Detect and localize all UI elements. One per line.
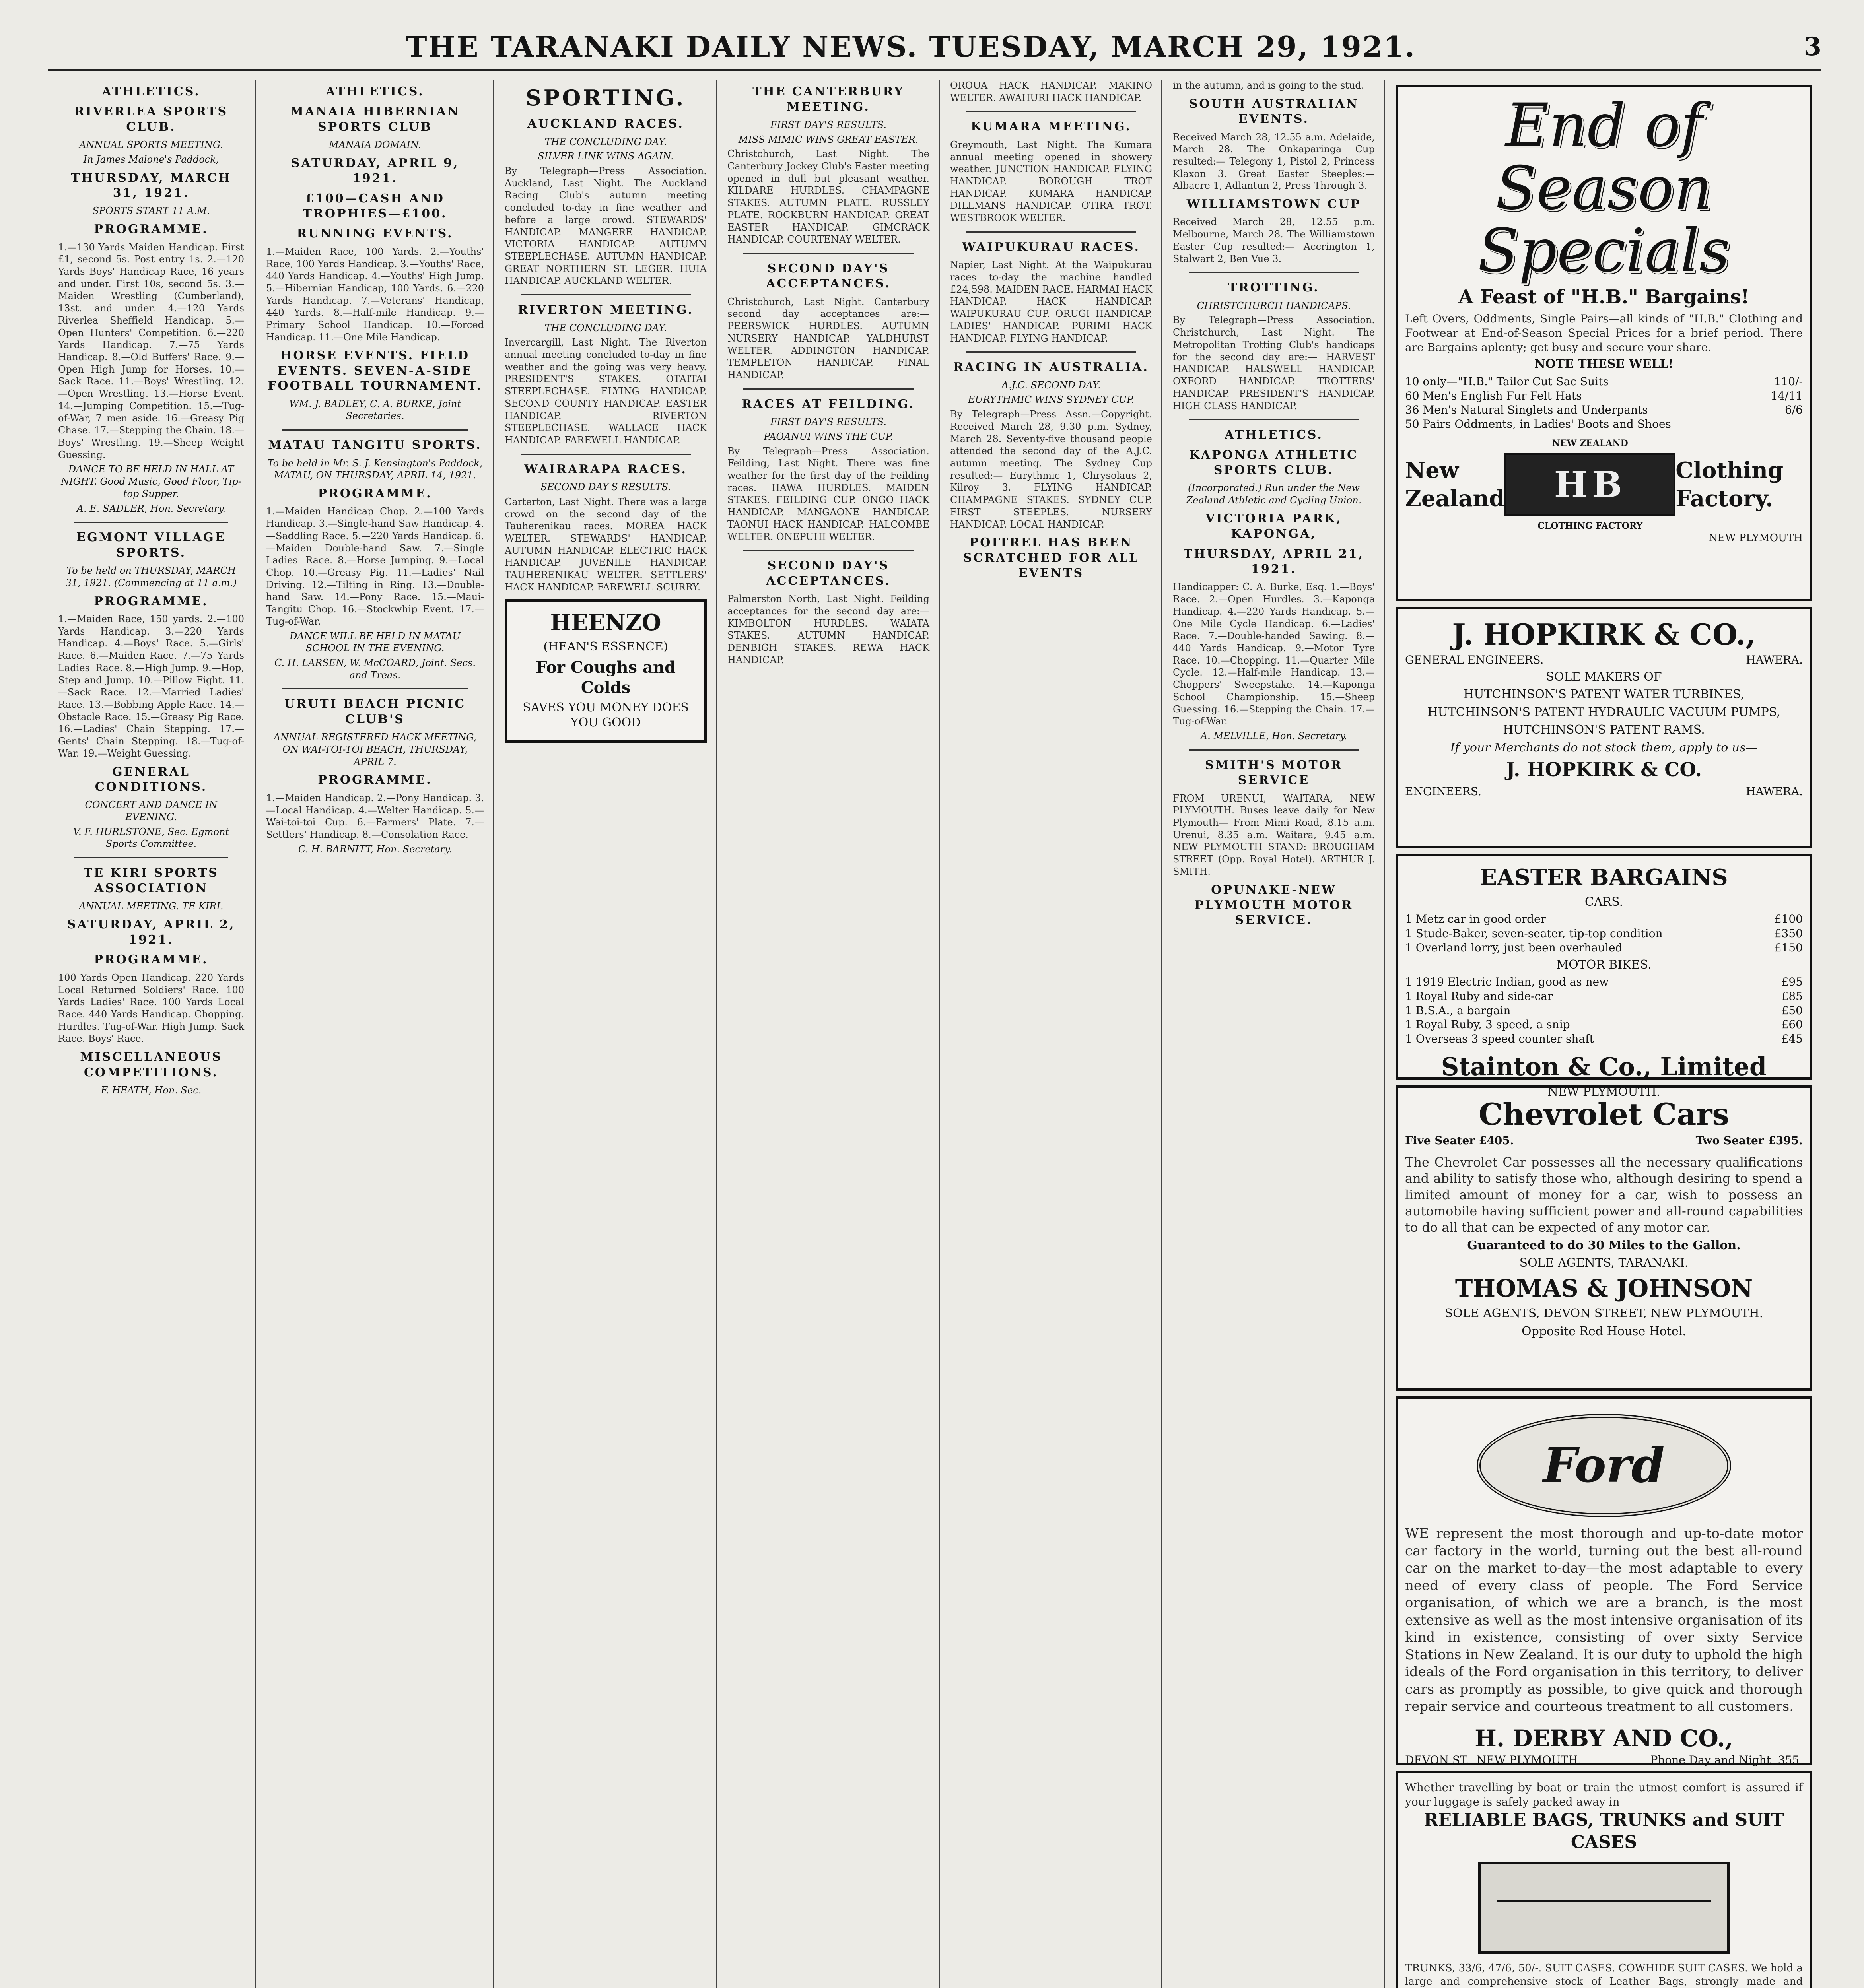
ad-footer-left: New Zealand — [1405, 457, 1505, 512]
article-subheading: PAOANUI WINS THE CUP. — [764, 431, 893, 442]
price-two-seater: Two Seater £395. — [1695, 1134, 1803, 1147]
divider — [521, 454, 691, 455]
divider — [1189, 419, 1359, 420]
price-row-label: 36 Men's Natural Singlets and Underpants — [1405, 403, 1648, 417]
price-row-label: 1 B.S.A., a bargain — [1405, 1004, 1511, 1017]
price-row-label: 10 only—"H.B." Tailor Cut Sac Suits — [1405, 375, 1609, 388]
hopkirk-ad — [1396, 607, 1812, 848]
trunk-icon — [1478, 1862, 1730, 1954]
article-subheading: EURYTHMIC WINS SYDNEY CUP. — [968, 394, 1135, 406]
divider — [743, 388, 914, 390]
ad-section: CARS. — [1584, 895, 1623, 909]
article-subheading: SILVER LINK WINS AGAIN. — [538, 151, 674, 162]
divider — [1189, 749, 1359, 751]
price-row-price: 14/11 — [1771, 389, 1803, 402]
ad-title: EASTER BARGAINS — [1480, 864, 1728, 891]
column-1 — [48, 80, 255, 1988]
article-heading: WILLIAMSTOWN CUP — [1186, 197, 1361, 212]
article-body: Napier, Last Night. At the Waipukurau races to-day the machine handled £24,598. MAIDEN RACE. HARMAI HACK HANDICAP. HACK HANDICAP. WAIPUKURAU CUP. ORUGI HANDICAP. LADIES' HANDICAP. PURIMI HACK HANDICAP. FLYING HANDICAP. — [950, 259, 1152, 344]
divider — [966, 111, 1136, 112]
ad-subline-left: GENERAL ENGINEERS. — [1405, 653, 1544, 667]
article-subheading: MISS MIMIC WINS GREAT EASTER. — [738, 134, 919, 145]
ad-agents: SOLE AGENTS, DEVON STREET, NEW PLYMOUTH. — [1444, 1307, 1763, 1321]
programme-body: 1.—130 Yards Maiden Handicap. First £1, second 5s. Post entry 1s. 2.—120 Yards Boys' Handicap Race, 16 years and under. First 10s, second 5s. 3.—Maiden Wrestling (Cumberland), 13st. and under. 4.—120 Yards Riverlea Sheffield Handicap. 5.—Open Hunters' Competition. 6.—220 Yards Handicap. 7.—75 Yards Handicap. 8.—Old Buffers' Race. 9.—Open High Jump for Horses. 10.—Sack Race. 11.—Boys' Wrestling. 12.—Open Wrestling. 13.—Horse Event. 14.—Jumping Competition. 15.—Tug-of-War, 7 men aside. 16.—Greasy Pig Chase. 17.—Stepping the Chain. 18.—Boys' Wrestling. 19.—Sheep Weight Guessing. — [58, 241, 244, 460]
ad-subheading: To be held in Mr. S. J. Kensington's Paddock, MATAU, ON THURSDAY, APRIL 14, 1921. — [267, 457, 483, 481]
price-row-price: £100 — [1774, 912, 1803, 926]
section-heading: ATHLETICS. — [326, 85, 424, 99]
ad-subheading: ANNUAL REGISTERED HACK MEETING, ON WAI-TOI-TOI BEACH, THURSDAY, APRIL 7. — [273, 732, 477, 767]
ad-footer — [1405, 438, 1803, 532]
ad-date: THURSDAY, MARCH 31, 1921. — [71, 171, 231, 200]
programme-heading: PROGRAMME. — [94, 222, 208, 237]
price-row-label: 50 Pairs Oddments, in Ladies' Boots and Shoes — [1405, 417, 1671, 431]
article-body: Palmerston North, Last Night. Feilding acceptances for the second day are:— KIMBOLTON HURDLES. WAIATA STAKES. AUTUMN HANDICAP. DENBIGH STAKES. REWA HACK HANDICAP. — [727, 593, 929, 666]
ad-signature: J. HOPKIRK & CO. — [1506, 758, 1702, 781]
ad-section: MOTOR BIKES. — [1556, 957, 1652, 972]
divider — [966, 231, 1136, 233]
price-row-label: 1 Metz car in good order — [1405, 912, 1546, 926]
ad-heading: SMITH'S MOTOR SERVICE — [1205, 758, 1343, 788]
ad-heading: TE KIRI SPORTS ASSOCIATION — [84, 866, 219, 895]
ad-body: WE represent the most thorough and up-to-date motor car factory in the world, turning out the best all-round car on the market to-day—the most adaptable to every need of every class of people. The Ford Service organisation, of which we are a branch, is the most extensive as well as the most intensive organisation of its kind in existence, consisting of over sixty Service Stations in New Zealand. It is our duty to uphold the high ideals of the Ford organisation in this territory, to deliver cars as promptly as possible, to give quick and thorough repair service and courteous treatment to all customers. — [1405, 1526, 1803, 1715]
divider — [521, 294, 691, 295]
price-row-label: 1 Royal Ruby and side-car — [1405, 989, 1553, 1003]
ford-logo: Ford — [1477, 1414, 1731, 1517]
article-subheading: THE CONCLUDING DAY. — [544, 136, 667, 148]
programme-body: 1.—Maiden Race, 100 Yards. 2.—Youths' Race, 100 Yards Handicap. 3.—Youths' Race, 440 Yards Handicap. 4.—Youths' High Jump. 5.—Hibernian Handicap, 100 Yards. 6.—220 Yards Handicap. 7.—Veterans' Handicap, 440 Yards. 8.—Half-mile Handicap. 9.—Primary School Handicap. 10.—Forced Handicap. 11.—One Mile Handicap. — [266, 246, 484, 343]
price-row-label: 1 Royal Ruby, 3 speed, a snip — [1405, 1018, 1570, 1031]
programme-heading: PROGRAMME. — [94, 953, 208, 967]
divider — [74, 857, 228, 858]
price-row-label: 1 Overland lorry, just been overhauled — [1405, 941, 1623, 954]
price-row — [1405, 926, 1803, 941]
price-row — [1405, 1032, 1803, 1046]
ad-title: J. HOPKIRK & CO., — [1452, 617, 1756, 651]
ad-date: THURSDAY, APRIL 21, 1921. — [1183, 547, 1364, 576]
heenzo-tagline-2: SAVES YOU MONEY DOES YOU GOOD — [523, 701, 689, 730]
article-body: By Telegraph—Press Association. Christchurch, Last Night. The Metropolitan Trotting Club's handicaps for the second day are:— HARVEST HANDICAP. HALSWELL HANDICAP. OXFORD HANDICAP. TROTTERS' HANDICAP. PRESIDENT'S HANDICAP. HIGH CLASS HANDICAP. — [1173, 315, 1375, 412]
article-heading: AUCKLAND RACES. — [527, 117, 684, 131]
price-row — [1405, 975, 1803, 989]
dance-notice: DANCE TO BE HELD IN HALL AT NIGHT. Good Music, Good Floor, Tip-top Supper. — [61, 464, 241, 499]
ford-ad — [1396, 1396, 1812, 1765]
divider — [74, 522, 228, 523]
ad-prices — [1405, 1134, 1803, 1148]
hb-logo — [1504, 438, 1675, 532]
ad-script-title: End of Season — [1495, 91, 1712, 223]
price-row-price: £85 — [1781, 989, 1803, 1003]
ad-footer-right: Clothing Factory. — [1675, 457, 1784, 512]
article-heading: SECOND DAY'S ACCEPTANCES. — [766, 261, 891, 291]
ad-product: HUTCHINSON'S PATENT HYDRAULIC VACUUM PUMPS, — [1427, 705, 1780, 719]
dance-notice: DANCE WILL BE HELD IN MATAU SCHOOL IN THE EVENING. — [290, 630, 461, 654]
price-row-price: £60 — [1781, 1018, 1803, 1031]
price-row-price: £45 — [1781, 1032, 1803, 1046]
price-row-price: £50 — [1781, 1004, 1803, 1017]
ad-feast: A Feast of "H.B." Bargains! — [1458, 285, 1749, 308]
ad-title: Chevrolet Cars — [1478, 1097, 1730, 1132]
hb-logo-bottom: CLOTHING FACTORY — [1537, 521, 1643, 532]
ad-product: HUTCHINSON'S PATENT RAMS. — [1503, 723, 1705, 737]
ad-subheading: To be held on THURSDAY, MARCH 31, 1921. (Commencing at 11 a.m.) — [65, 565, 237, 588]
ad-body: The Chevrolet Car possesses all the necessary qualifications and ability to satisfy those who, although desiring to spend a limited amount of money for a car, wish to possess an automobile having sufficient power and all-round capabilities to do all that can be expected of any motor car. — [1405, 1155, 1803, 1235]
programme-heading: PROGRAMME. — [318, 487, 432, 501]
ad-product: HUTCHINSON'S PATENT WATER TURBINES, — [1464, 687, 1744, 702]
price-row-price: £350 — [1774, 926, 1803, 940]
programme-body: Handicapper: C. A. Burke, Esq. 1.—Boys' Race. 2.—Open Hurdles. 3.—Kaponga Handicap. 4.—220 Yards Handicap. 5.—One Mile Cycle Handicap. 6.—Ladies' Race. 7.—Double-handed Sawing. 8.—440 Yards Handicap. 9.—Motor Tyre Race. 10.—Chopping. 11.—Quarter Mile Cycle. 12.—Half-mile Handicap. 13.—Choppers' Sweepstake. 14.—Kaponga School Championship. 15.—Sheep Guessing. 16.—Stepping the Chain. 17.—Tug-of-War. — [1173, 581, 1375, 727]
price-row-price: 6/6 — [1784, 403, 1803, 417]
price-row-label: 60 Men's English Fur Felt Hats — [1405, 389, 1582, 402]
article-body: Received March 28, 12.55 p.m. Melbourne, March 28. The Williamstown Easter Cup resulted:— Accrington 1, Stalwart 2, Ben Vue 3. — [1173, 216, 1375, 264]
price-row — [1405, 989, 1803, 1004]
article-subheading: CHRISTCHURCH HANDICAPS. — [1197, 300, 1351, 311]
hb-specials-ad — [1396, 85, 1812, 601]
ad-footer — [1405, 1753, 1803, 1767]
concert-notice: CONCERT AND DANCE IN EVENING. — [85, 799, 218, 823]
ad-heading: KAPONGA ATHLETIC SPORTS CLUB. — [1189, 448, 1359, 477]
programme-body: 1.—Maiden Race, 150 yards. 2.—100 Yards Handicap. 3.—220 Yards Handicap. 4.—Boys' Race. 5.—Girls' Race. 6.—Maiden Race. 7.—75 Yards Ladies' Race. 8.—High Jump. 9.—Hop, Step and Jump. 10.—Pillow Fight. 11.—Sack Race. 12.—Married Ladies' Race. 13.—Bobbing Apple Race. 14.—Obstacle Race. 15.—Greasy Pig Race. 16.—Ladies' Chain Stepping. 17.—Gents' Chain Stepping. 18.—Tug-of-War. 19.—Weight Guessing. — [58, 613, 244, 759]
ad-lead: Left Overs, Oddments, Single Pairs—all kinds of "H.B." Clothing and Footwear at End-of-Season Special Prices for a brief period. There are Bargains aplenty; get busy and secure your share. — [1405, 312, 1803, 354]
ad-body: FROM URENUI, WAITARA, NEW PLYMOUTH. Buses leave daily for New Plymouth— From Mimi Road, 8.15 a.m. Urenui, 8.35 a.m. Waitara, 9.45 a.m. NEW PLYMOUTH STAND: BROUGHAM STREET (Opp. Royal Hotel). ARTHUR J. SMITH. — [1173, 792, 1375, 877]
signature: C. H. BARNITT, Hon. Secretary. — [298, 843, 452, 855]
price-row-label: 1 1919 Electric Indian, good as new — [1405, 975, 1609, 988]
price-five-seater: Five Seater £405. — [1405, 1134, 1514, 1147]
newspaper-title: THE TARANAKI DAILY NEWS. TUESDAY, MARCH 29, 1921. — [406, 30, 1416, 64]
ad-place: VICTORIA PARK, KAPONGA, — [1205, 511, 1342, 541]
price-row-label: 1 Overseas 3 speed counter shaft — [1405, 1032, 1594, 1046]
ad-note: If your Merchants do not stock them, apply to us— — [1450, 740, 1758, 755]
article-heading: TROTTING. — [1228, 281, 1320, 295]
programme-body: 1.—Maiden Handicap. 2.—Pony Handicap. 3.—Local Handicap. 4.—Welter Handicap. 5.—Wai-toi-toi Cup. 6.—Farmers' Plate. 7.—Settlers' Handicap. 8.—Consolation Race. — [266, 792, 484, 840]
article-body: By Telegraph—Press Association. Auckland, Last Night. The Auckland Racing Club's autumn meeting concluded to-day in fine weather and before a large crowd. STEWARDS' HANDICAP. MANGERE HANDICAP. VICTORIA HANDICAP. AUTUMN STEEPLECHASE. AUTUMN HANDICAP. GREAT NORTHERN ST. LEGER. HUIA HANDICAP. AUCKLAND WELTER. — [505, 165, 707, 287]
signature: A. MELVILLE, Hon. Secretary. — [1200, 730, 1347, 742]
article-subheading: FIRST DAY'S RESULTS. — [770, 119, 886, 130]
price-row — [1405, 417, 1803, 431]
article-subheading: FIRST DAY'S RESULTS. — [770, 416, 886, 428]
column-7-ads — [1384, 80, 1823, 1988]
ad-firm: THOMAS & JOHNSON — [1455, 1274, 1753, 1303]
price-row-price: 110/- — [1774, 375, 1803, 388]
article-heading: SOUTH AUSTRALIAN EVENTS. — [1189, 97, 1359, 126]
ad-heading: MANAIA HIBERNIAN SPORTS CLUB — [290, 105, 460, 134]
events-heading: HORSE EVENTS. FIELD EVENTS. SEVEN-A-SIDE FOOTBALL TOURNAMENT. — [268, 348, 482, 393]
article-heading: RACES AT FEILDING. — [742, 397, 915, 411]
divider — [966, 351, 1136, 353]
programme-body: 100 Yards Open Handicap. 220 Yards Local Returned Soldiers' Race. 100 Yards Ladies' Race. 100 Yards Local Race. 440 Yards Handicap. Chopping. Hurdles. Tug-of-War. High Jump. Sack Race. Boys' Race. — [58, 972, 244, 1044]
divider — [743, 550, 914, 551]
heenzo-subtitle: (HEAN'S ESSENCE) — [543, 640, 668, 654]
price-row — [1405, 941, 1803, 955]
ad-agents: Opposite Red House Hotel. — [1522, 1324, 1686, 1338]
ad-footer — [1405, 784, 1803, 799]
ad-subheading: MANAIA DOMAIN. — [328, 139, 422, 151]
conditions-heading: GENERAL CONDITIONS. — [95, 765, 208, 794]
ad-subheading: ANNUAL MEETING. TE KIRI. — [79, 900, 224, 912]
article-heading: THE CANTERBURY MEETING. — [752, 85, 904, 114]
article-subheading: SECOND DAY'S RESULTS. — [540, 481, 671, 493]
ad-date: SATURDAY, APRIL 2, 1921. — [67, 917, 235, 947]
heenzo-tagline: For Coughs and Colds — [536, 658, 676, 697]
article-body: Christchurch, Last Night. Canterbury second day acceptances are:— PEERSWICK HURDLES. AUTUMN NURSERY HANDICAP. YALDHURST WELTER. ADDINGTON HANDICAP. TEMPLETON HANDICAP. FINAL HANDICAP. — [727, 296, 929, 381]
article-subheading: THE CONCLUDING DAY. — [544, 322, 667, 334]
price-row — [1405, 912, 1803, 926]
masthead — [48, 22, 1821, 70]
price-row-price: £150 — [1774, 941, 1803, 954]
article-footnote: POITREL HAS BEEN SCRATCHED FOR ALL EVENTS — [963, 536, 1139, 580]
column-6 — [1161, 80, 1385, 1988]
price-row — [1405, 1004, 1803, 1018]
ad-heading: RIVERLEA SPORTS CLUB. — [74, 105, 228, 134]
article-subheading: A.J.C. SECOND DAY. — [1001, 379, 1101, 391]
hb-logo-top: NEW ZEALAND — [1552, 438, 1628, 449]
ad-address: DEVON ST., NEW PLYMOUTH. — [1405, 1753, 1582, 1767]
ad-footer-right: HAWERA. — [1746, 785, 1803, 798]
ad-subheading: (Incorporated.) Run under the New Zealand Athletic and Cycling Union. — [1186, 482, 1362, 506]
price-row — [1405, 403, 1803, 417]
divider — [282, 429, 468, 431]
ad-script-title-2: Specials — [1478, 216, 1730, 285]
ad-firm: Stainton & Co., Limited — [1441, 1052, 1767, 1081]
ad-firm: H. DERBY AND CO., — [1475, 1724, 1733, 1752]
chevrolet-ad — [1396, 1085, 1812, 1391]
column-4 — [716, 80, 940, 1988]
signature: V. F. HURLSTONE, Sec. Egmont Sports Committee. — [73, 826, 229, 850]
divider — [282, 688, 468, 689]
ad-footer: OPUNAKE-NEW PLYMOUTH MOTOR SERVICE. — [1194, 883, 1353, 928]
article-heading: WAIPUKURAU RACES. — [962, 240, 1140, 254]
signature: WM. J. BADLEY, C. A. BURKE, Joint Secretaries. — [289, 398, 461, 422]
column-3 — [493, 80, 717, 1988]
ad-guarantee: Guaranteed to do 30 Miles to the Gallon. — [1467, 1238, 1741, 1252]
programme-heading: PROGRAMME. — [318, 773, 432, 787]
ad-subline-right: HAWERA. — [1746, 653, 1803, 667]
price-row-label: 1 Stude-Baker, seven-seater, tip-top condition — [1405, 926, 1663, 940]
article-heading: KUMARA MEETING. — [970, 120, 1132, 134]
article-heading: SECOND DAY'S ACCEPTANCES. — [766, 559, 891, 588]
article-body: Received March 28, 12.55 a.m. Adelaide, March 28. The Onkaparinga Cup resulted:— Telegony 1, Pistol 2, Princess Klaxon 3. Great Easter Steeples:— Albacre 1, Adlantun 2, Press Through 3. — [1173, 131, 1375, 192]
signature: A. E. SADLER, Hon. Secretary. — [76, 503, 226, 514]
ad-body: TRUNKS, 33/6, 47/6, 50/-. SUIT CASES. COWHIDE SUIT CASES. We hold a large and comprehensive stock of Leather Bags, strongly made and — [1405, 1962, 1803, 1988]
signature: C. H. LARSEN, W. McCOARD, Joint. Secs. and Treas. — [274, 657, 476, 681]
ad-heading: MATAU TANGITU SPORTS. — [268, 438, 482, 452]
bike-list — [1405, 975, 1803, 1046]
column-2 — [255, 80, 494, 1988]
article-heading: WAIRARAPA RACES. — [524, 462, 687, 476]
article-body: Greymouth, Last Night. The Kumara annual meeting opened in showery weather. JUNCTION HANDICAP. FLYING HANDICAP. BOROUGH TROT HANDICAP. KUMARA HANDICAP. DILLMANS HANDICAP. OTIRA TROT. WESTBROOK WELTER. — [950, 139, 1152, 224]
article-body: By Telegraph—Press Association. Feilding, Last Night. There was fine weather for the first day of the Feilding races. HAWA HURDLES. MAIDEN STAKES. FEILDING CUP. ONGO HACK HANDICAP. MANGAONE HANDICAP. TAONUI HACK HANDICAP. HALCOMBE WELTER. ONEPUHI WELTER. — [727, 445, 929, 542]
ad-lead: Whether travelling by boat or train the utmost comfort is assured if your luggage is safely packed away in — [1405, 1781, 1803, 1808]
ad-title: RELIABLE BAGS, TRUNKS and SUIT CASES — [1424, 1809, 1784, 1852]
ad-start: SPORTS START 11 A.M. — [92, 205, 210, 217]
ad-town: NEW PLYMOUTH. — [1547, 1085, 1660, 1099]
ad-footer-left: ENGINEERS. — [1405, 785, 1481, 798]
easter-bargains-ad — [1396, 854, 1812, 1099]
ad-heading: URUTI BEACH PICNIC CLUB'S — [284, 697, 466, 726]
price-row — [1405, 375, 1803, 389]
article-heading: RIVERTON MEETING. — [518, 303, 694, 317]
masthead-rule — [48, 69, 1821, 71]
section-heading: SPORTING. — [525, 85, 686, 111]
hb-logo-mark: HB — [1504, 453, 1675, 516]
ad-date: SATURDAY, APRIL 9, 1921. — [291, 156, 459, 186]
price-row — [1405, 389, 1803, 403]
events-heading: RUNNING EVENTS. — [297, 227, 453, 241]
ad-subheading: ANNUAL SPORTS MEETING. — [79, 139, 223, 151]
ad-subline — [1405, 653, 1803, 667]
signature: F. HEATH, Hon. Sec. — [101, 1084, 202, 1096]
ad-heading: EGMONT VILLAGE SPORTS. — [76, 530, 226, 560]
article-body: Carterton, Last Night. There was a large crowd on the second day of the Tauherenikau races. MOREA HACK WELTER. STEWARDS' HANDICAP. AUTUMN HANDICAP. ELECTRIC HACK HANDICAP. JUVENILE HANDICAP. TAUHERENIKAU WELTER. SETTLERS' HACK HANDICAP. FAREWELL SCURRY. — [505, 496, 707, 593]
ad-item-list — [1405, 375, 1803, 431]
ad-town: NEW PLYMOUTH — [1709, 532, 1803, 544]
article-body: OROUA HACK HANDICAP. MAKINO WELTER. AWAHURI HACK HANDICAP. — [950, 80, 1152, 103]
article-body: Invercargill, Last Night. The Riverton annual meeting concluded to-day in fine weather and the going was very heavy. PRESIDENT'S STAKES. OTAITAI STEEPLECHASE. FLYING HANDICAP. SECOND COUNTY HANDICAP. EASTER HANDICAP. RIVERTON STEEPLECHASE. WALLACE HACK HANDICAP. FAREWELL HANDICAP. — [505, 337, 707, 446]
article-body: in the autumn, and is going to the stud. — [1173, 80, 1364, 91]
article-body: By Telegraph—Press Assn.—Copyright. Received March 28, 9.30 p.m. Sydney, March 28. Seventy-five thousand people attended the second day of the A.J.C. autumn meeting. The Sydney Cup resulted:— Eurythmic 1, Chrysolaus 2, Kilroy 3. FLYING HANDICAP. CHAMPAGNE STAKES. SYDNEY CUP. FIRST STEEPLES. NURSERY HANDICAP. LOCAL HANDICAP. — [950, 409, 1152, 530]
section-heading: ATHLETICS. — [1225, 428, 1323, 442]
ad-note: NOTE THESE WELL! — [1534, 357, 1674, 371]
evans-luggage-ad — [1396, 1771, 1812, 1988]
prize-line: £100—CASH AND TROPHIES—£100. — [303, 191, 447, 221]
ad-makers: SOLE MAKERS OF — [1546, 670, 1662, 684]
divider — [743, 253, 914, 254]
car-list — [1405, 912, 1803, 955]
misc-heading: MISCELLANEOUS COMPETITIONS. — [80, 1050, 222, 1079]
programme-heading: PROGRAMME. — [94, 594, 208, 608]
ad-agents: SOLE AGENTS, TARANAKI. — [1519, 1256, 1689, 1270]
price-row-price: £95 — [1781, 975, 1803, 988]
ad-phone: Phone Day and Night, 355. — [1650, 1753, 1803, 1767]
article-heading: RACING IN AUSTRALIA. — [953, 360, 1149, 375]
ad-subheading: In James Malone's Paddock, — [83, 153, 219, 165]
page-number: 3 — [1804, 32, 1821, 62]
divider — [1189, 272, 1359, 273]
heenzo-ad — [505, 599, 707, 743]
section-heading: ATHLETICS. — [102, 85, 200, 99]
heenzo-logo: HEENZO — [550, 609, 661, 636]
column-5 — [939, 80, 1162, 1988]
price-row — [1405, 1017, 1803, 1032]
article-body: Christchurch, Last Night. The Canterbury Jockey Club's Easter meeting opened in dull but pleasant weather. KILDARE HURDLES. CHAMPAGNE STAKES. AUTUMN PLATE. RUSSLEY PLATE. ROCKBURN HANDICAP. GREAT EASTER HANDICAP. GIMCRACK HANDICAP. COURTENAY WELTER. — [727, 148, 929, 245]
programme-body: 1.—Maiden Handicap Chop. 2.—100 Yards Handicap. 3.—Single-hand Saw Handicap. 4.—Saddling Race. 5.—220 Yards Handicap. 6.—Maiden Double-hand Saw. 7.—Single Ladies' Race. 8.—Horse Jumping. 9.—Local Chop. 10.—Greasy Pig. 11.—Ladies' Nail Driving. 12.—Tilting in Ring. 13.—Double-hand Saw. 14.—Pony Race. 15.—Maui-Tangitu Chop. 16.—Stockwhip Event. 17.—Tug-of-War. — [266, 506, 484, 627]
